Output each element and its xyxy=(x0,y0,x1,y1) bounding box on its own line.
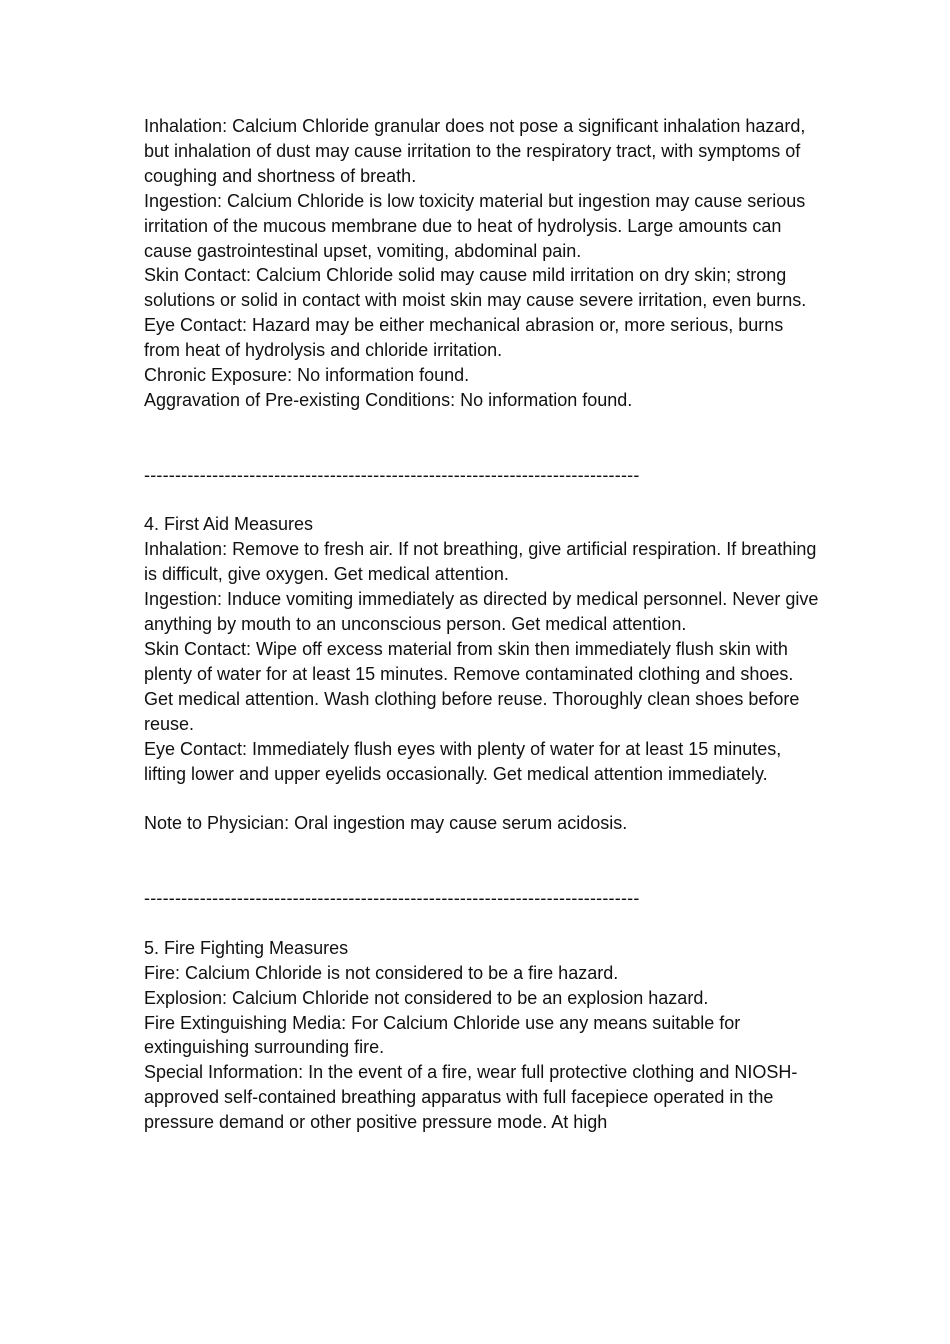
spacer xyxy=(144,488,824,513)
section-divider-2: -------------------------------------------------------------------------------- xyxy=(144,888,640,909)
s3-skin-contact: Skin Contact: Calcium Chloride solid may cause mild irritation on dry skin; strong solutions or solid in contact with moist skin may cause severe irritation, even burns. xyxy=(144,265,807,311)
s5-extinguishing-media: Fire Extinguishing Media: For Calcium Chloride use any means suitable for extinguishing surrounding fire. xyxy=(144,1012,746,1058)
document-page xyxy=(144,114,824,1135)
s5-fire: Fire: Calcium Chloride is not considered to be a fire hazard. xyxy=(144,962,619,983)
s3-inhalation: Inhalation: Calcium Chloride granular does not pose a significant inhalation hazard, but inhalation of dust may cause irritation to the respiratory tract, with symptoms of coughing and shortness of breath. xyxy=(144,116,811,186)
s4-eye-contact: Eye Contact: Immediately flush eyes with plenty of water for at least 15 minutes, lifting lower and upper eyelids occasionally. Get medical attention immediately. xyxy=(144,738,787,784)
spacer xyxy=(144,786,824,811)
section-5-heading: 5. Fire Fighting Measures xyxy=(144,937,349,958)
section-4-heading: 4. First Aid Measures xyxy=(144,514,314,535)
s3-eye-contact: Eye Contact: Hazard may be either mechanical abrasion or, more serious, burns from heat of hydrolysis and chloride irritation. xyxy=(144,315,789,361)
s3-ingestion: Ingestion: Calcium Chloride is low toxicity material but ingestion may cause serious irritation of the mucous membrane due to heat of hydrolysis. Large amounts can cause gastrointestinal upset, vomiting, abdominal pain. xyxy=(144,190,811,261)
spacer xyxy=(144,836,824,886)
spacer xyxy=(144,911,824,936)
s3-chronic-exposure: Chronic Exposure: No information found. xyxy=(144,365,470,386)
section-divider-1: -------------------------------------------------------------------------------- xyxy=(144,464,640,485)
s5-special-information: Special Information: In the event of a fire, wear full protective clothing and NIOSH-approved self-contained breathing apparatus with full facepiece operated in the pressure demand or other positive pressure mode. At high xyxy=(144,1062,798,1133)
s4-skin-contact: Skin Contact: Wipe off excess material from skin then immediately flush skin with plenty of water for at least 15 minutes. Remove contaminated clothing and shoes. Get medical attention. Wash clothing before reuse. Thoroughly clean shoes before reuse. xyxy=(144,639,805,734)
spacer xyxy=(144,413,824,463)
s4-ingestion: Ingestion: Induce vomiting immediately as directed by medical personnel. Never give anything by mouth to an unconscious person. Get medical attention. xyxy=(144,589,824,635)
s3-aggravation: Aggravation of Pre-existing Conditions: No information found. xyxy=(144,389,633,410)
s4-note-to-physician: Note to Physician: Oral ingestion may cause serum acidosis. xyxy=(144,813,628,834)
s5-explosion: Explosion: Calcium Chloride not considered to be an explosion hazard. xyxy=(144,987,709,1008)
s4-inhalation: Inhalation: Remove to fresh air. If not breathing, give artificial respiration. If breathing is difficult, give oxygen. Get medical attention. xyxy=(144,539,822,585)
